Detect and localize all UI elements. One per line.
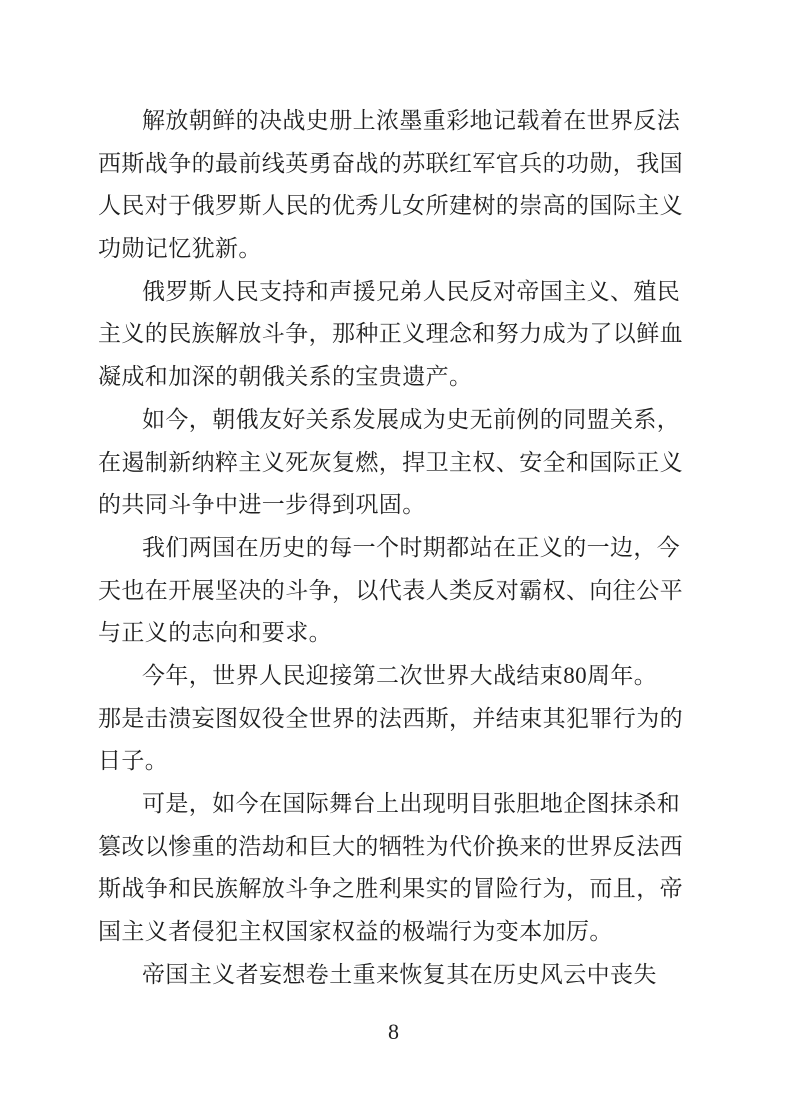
text-line: 解放朝鲜的决战史册上浓墨重彩地记载着在世界反法 [142, 108, 681, 133]
page-footer [0, 1018, 787, 1046]
text-line: 与正义的志向和要求。 [98, 620, 332, 646]
text-line: 日子。 [98, 748, 169, 774]
text-line: 功勋记忆犹新。 [98, 236, 262, 262]
page-number: 8 [388, 1019, 399, 1044]
text-line: 国主义者侵犯主权国家权益的极端行为变本加厉。 [98, 919, 613, 945]
paragraph [98, 399, 688, 527]
text-line: 的共同斗争中进一步得到巩固。 [98, 492, 426, 518]
text-line: 我们两国在历史的每一个时期都站在正义的一边，今 [142, 534, 681, 560]
text-line: 人民对于俄罗斯人民的优秀儿女所建树的崇高的国际主义 [98, 193, 683, 219]
text-line: 西斯战争的最前线英勇奋战的苏联红军官兵的功勋，我国 [98, 150, 683, 176]
text-block [98, 100, 688, 996]
text-line: 可是，如今在国际舞台上出现明目张胆地企图抹杀和 [142, 791, 681, 816]
paragraph [98, 100, 688, 271]
text-line: 帝国主义者妄想卷土重来恢复其在历史风云中丧失 [142, 961, 657, 987]
text-line: 在遏制新纳粹主义死灰复燃，捍卫主权、安全和国际正义 [98, 449, 683, 475]
text-line: 篡改以惨重的浩劫和巨大的牺牲为代价换来的世界反法西 [98, 833, 683, 859]
paragraph [98, 271, 688, 399]
text-line: 今年，世界人民迎接第二次世界大战结束80周年。 [142, 662, 658, 688]
paragraph [98, 527, 688, 655]
text-line: 那是击溃妄图奴役全世界的法西斯，并结束其犯罪行为的 [98, 705, 683, 731]
paragraph [98, 655, 688, 783]
text-line: 主义的民族解放斗争，那种正义理念和努力成为了以鲜血 [98, 321, 683, 347]
text-line: 天也在开展坚决的斗争，以代表人类反对霸权、向往公平 [98, 577, 683, 603]
paragraph [98, 954, 688, 997]
text-line: 俄罗斯人民支持和声援兄弟人民反对帝国主义、殖民 [142, 278, 681, 304]
text-line: 如今，朝俄友好关系发展成为史无前例的同盟关系， [142, 406, 681, 432]
paragraph [98, 783, 688, 954]
text-line: 斯战争和民族解放斗争之胜利果实的冒险行为，而且，帝 [98, 876, 683, 902]
text-line: 凝成和加深的朝俄关系的宝贵遗产。 [98, 364, 473, 390]
